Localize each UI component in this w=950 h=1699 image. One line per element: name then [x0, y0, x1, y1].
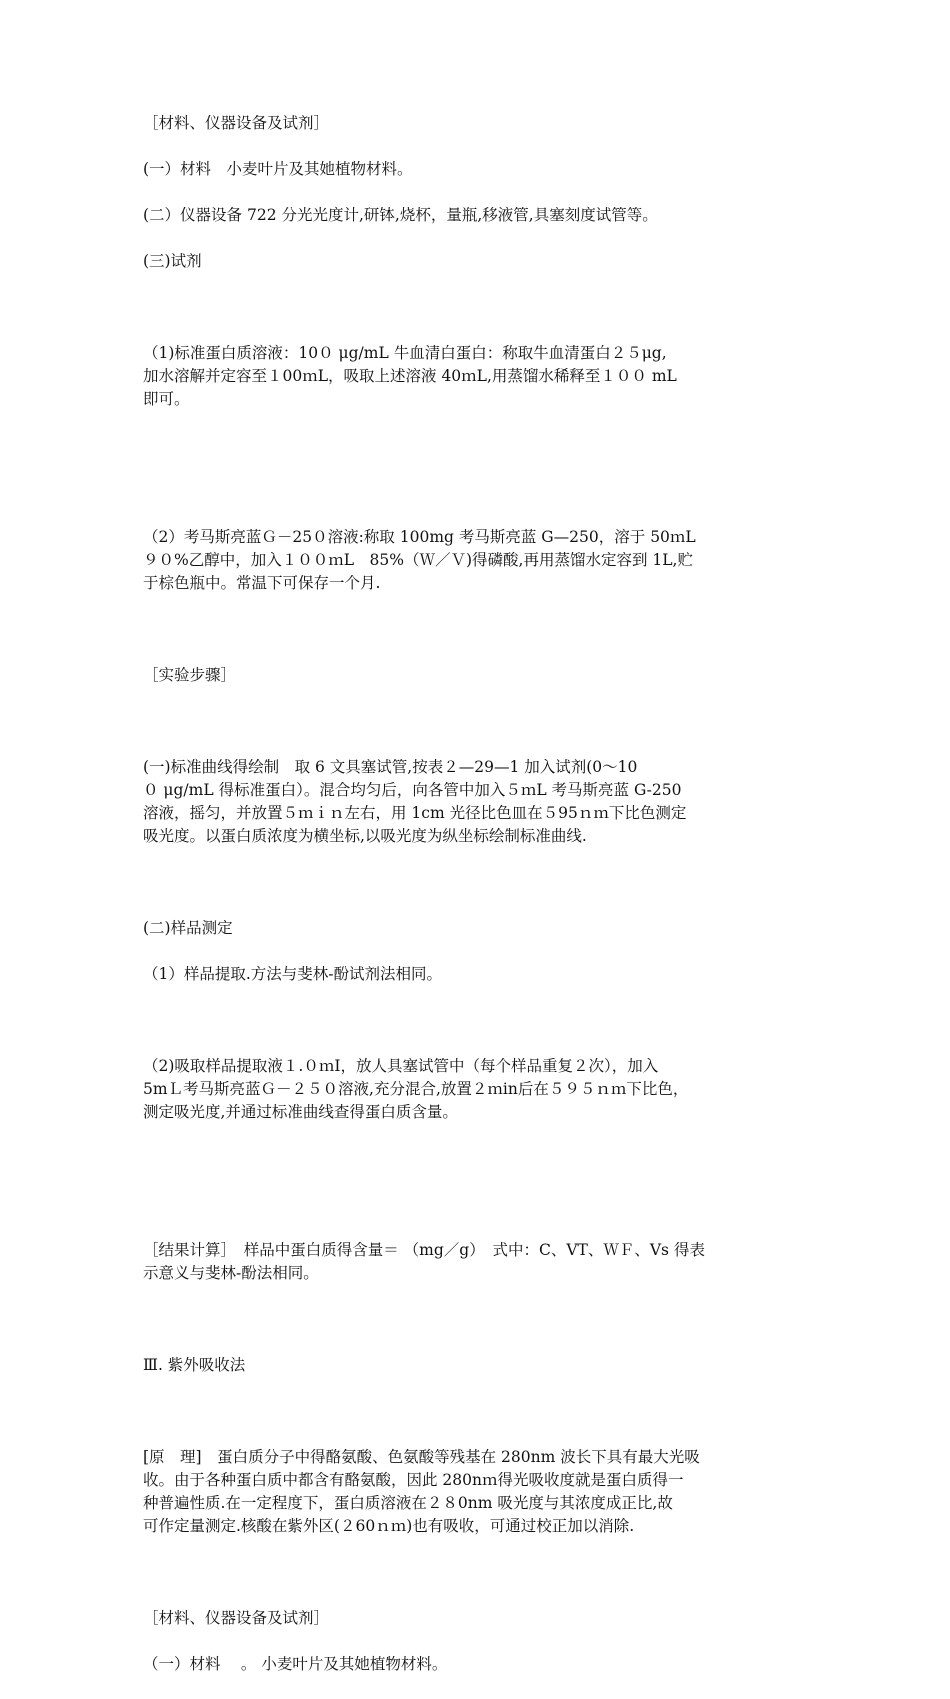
paragraph-result-calc [143, 1193, 803, 1331]
text-line: 即可。 [143, 390, 190, 408]
text-line: [原 理] 蛋白质分子中得酪氨酸、色氨酸等残基在 280nm 波长下具有最大光吸 [143, 1448, 700, 1466]
paragraph-standard-protein [143, 296, 803, 457]
text-line: ０ μg/mL 得标准蛋白）。混合均匀后，向各管中加入５ｍL 考马斯亮蓝 G-250 [143, 781, 682, 799]
text-line: Ⅲ. 紫外吸收法 [143, 1356, 246, 1374]
text-line: （一）材料 。 小麦叶片及其她植物材料。 [143, 1655, 448, 1673]
section-heading-materials-2 [143, 1607, 803, 1630]
paragraph-coomassie [143, 480, 803, 641]
text-line: 种普遍性质.在一定程度下，蛋白质溶液在２８0nm 吸光度与其浓度成正比,故 [143, 1494, 673, 1512]
text-line: （2)吸取样品提取液１.０ｍI，放人具塞试管中（每个样品重复２次），加入 [143, 1057, 659, 1075]
text-line: ［结果计算］ 样品中蛋白质得含量＝ （mg／g） 式中：C、VT、ＷＦ、Vs 得表 [143, 1241, 705, 1259]
text-line: 可作定量测定.核酸在紫外区(２60ｎｍ)也有吸收，可通过校正加以消除. [143, 1517, 635, 1535]
document-body [143, 112, 803, 1699]
text-line: 加水溶解并定容至１00ｍL，吸取上述溶液 40ｍL,用蒸馏水稀释至１００ mL [143, 367, 677, 385]
paragraph-standard-curve [143, 710, 803, 894]
text-line: (一)标准曲线得绘制 取 6 文具塞试管,按表２—29—1 加入试剂(0～10 [143, 758, 638, 776]
text-line: ９０%乙醇中，加入１００ｍL 85%（Ｗ／Ｖ)得磷酸,再用蒸馏水定容到 1L,贮 [143, 551, 693, 569]
text-line: 于棕色瓶中。常温下可保存一个月. [143, 574, 381, 592]
text-line: 吸光度。以蛋白质浓度为横坐标,以吸光度为纵坐标绘制标准曲线. [143, 827, 587, 845]
text-line: (一）材料 小麦叶片及其她植物材料。 [143, 160, 413, 178]
paragraph-sample-extraction [143, 963, 803, 986]
paragraph-materials-2 [143, 1653, 803, 1676]
text-line: (三)试剂 [143, 252, 202, 270]
text-line: ［材料、仪器设备及试剂］ [143, 1609, 330, 1627]
section-heading-steps [143, 664, 803, 687]
section-heading-uv [143, 1354, 803, 1377]
paragraph-sample-heading [143, 917, 803, 940]
text-line: 收。由于各种蛋白质中都含有酪氨酸，因此 280nｍ得光吸收度就是蛋白质得一 [143, 1471, 684, 1489]
text-line: (二）仪器设备 722 分光光度计,研钵,烧杯，量瓶,移液管,具塞刻度试管等。 [143, 206, 658, 224]
text-line: ［实验步骤］ [143, 666, 237, 684]
section-heading-materials [143, 112, 803, 135]
paragraph-materials [143, 158, 803, 181]
text-line: （1)标准蛋白质溶液：10０ μg/mL 牛血清白蛋白：称取牛血清蛋白２５μg, [143, 344, 667, 362]
paragraph-equipment [143, 204, 803, 227]
paragraph-reagents-heading [143, 250, 803, 273]
paragraph-principle [143, 1400, 803, 1584]
text-line: 5mＬ考马斯亮蓝Ｇ－２５０溶液,充分混合,放置２ｍin后在５９５ｎｍ下比色， [143, 1080, 689, 1098]
paragraph-sample-measure [143, 1009, 803, 1170]
text-line: 测定吸光度,并通过标准曲线查得蛋白质含量。 [143, 1103, 458, 1121]
text-line: （1）样品提取.方法与斐林-酚试剂法相同。 [143, 965, 443, 983]
text-line: （2）考马斯亮蓝Ｇ－25０溶液:称取 100mg 考马斯亮蓝 G—250，溶于 50ｍL [143, 528, 696, 546]
text-line: (二)样品测定 [143, 919, 233, 937]
text-line: ［材料、仪器设备及试剂］ [143, 114, 330, 132]
text-line: 示意义与斐林-酚法相同。 [143, 1264, 319, 1282]
text-line: 溶液，摇匀，并放置５ｍｉｎ左右，用 1cm 光径比色皿在５95ｎｍ下比色测定 [143, 804, 687, 822]
